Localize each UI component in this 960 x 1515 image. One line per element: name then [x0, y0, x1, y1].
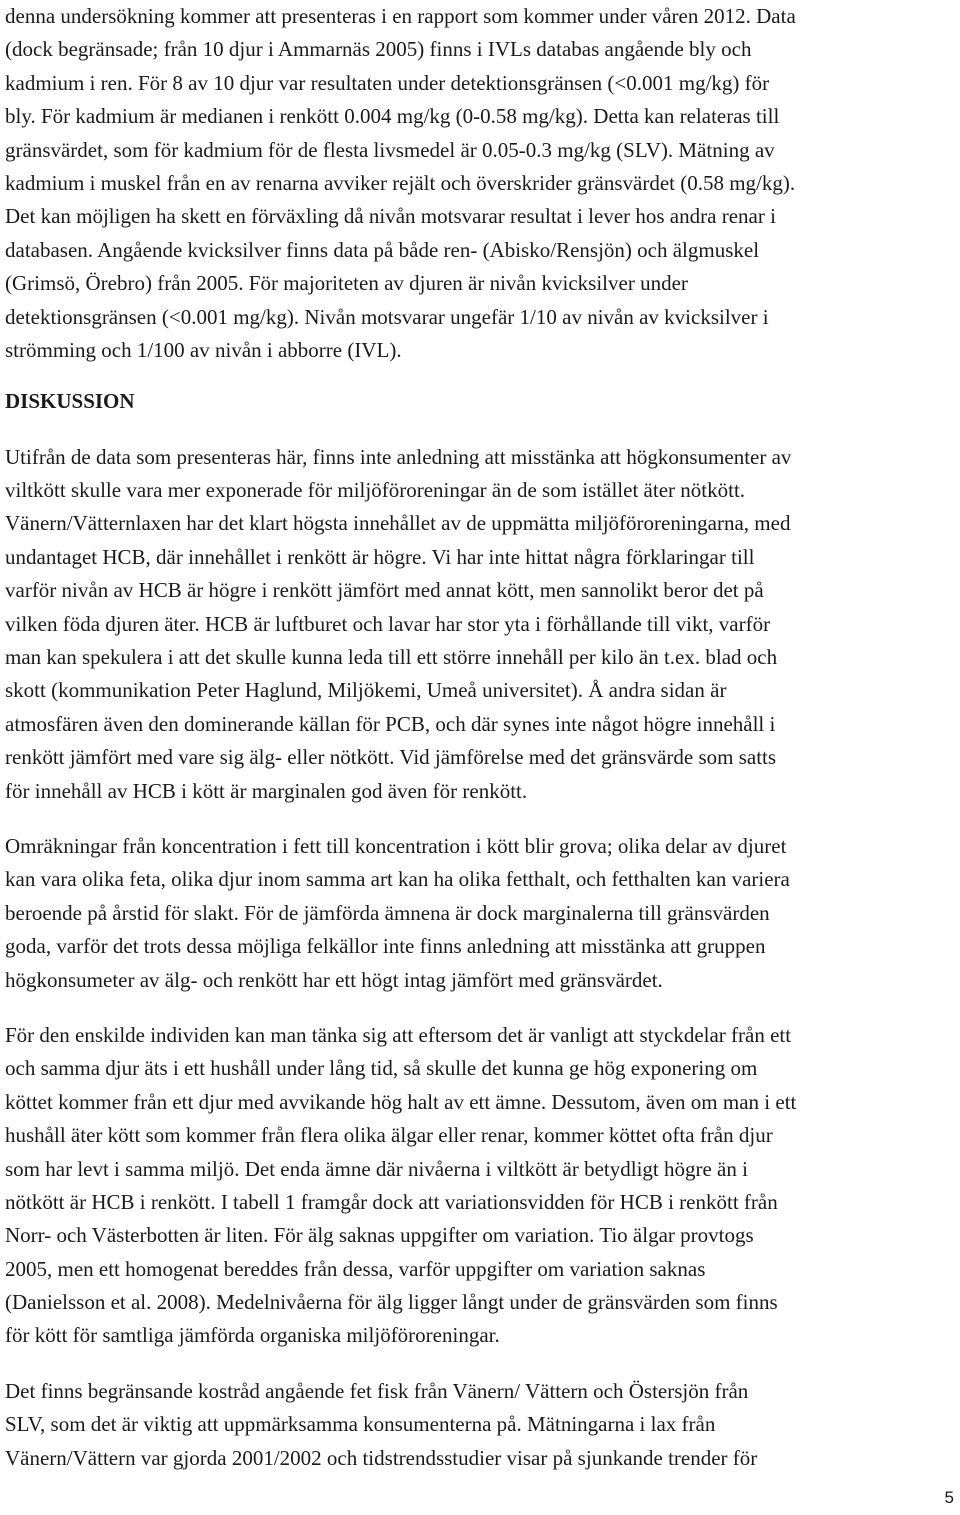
text-line: nötkött är HCB i renkött. I tabell 1 framgår dock att variationsvidden för HCB i renkött från — [5, 1189, 778, 1214]
text-line: goda, varför det trots dessa möjliga felkällor inte finns anledning att misstänka att gruppen — [5, 934, 766, 959]
document-page — [5, 0, 960, 1475]
text-line: kadmium i ren. För 8 av 10 djur var resultaten under detektionsgränsen (<0.001 mg/kg) för — [5, 70, 770, 95]
text-line: högkonsumeter av älg- och renkött har ett högt intag jämfört med gränsvärdet. — [5, 967, 663, 992]
text-line: skott (kommunikation Peter Haglund, Miljökemi, Umeå universitet). Å andra sidan är — [5, 678, 727, 703]
paragraph-results-metals — [5, 0, 960, 367]
text-line: och samma djur äts i ett hushåll under lång tid, så skulle det kunna ge hög exponering om — [5, 1056, 758, 1081]
text-line: gränsvärdet, som för kadmium för de flesta livsmedel är 0.05-0.3 mg/kg (SLV). Mätning av — [5, 137, 775, 162]
text-line: bly. För kadmium är medianen i renkött 0.004 mg/kg (0-0.58 mg/kg). Detta kan relateras till — [5, 104, 780, 129]
section-heading: DISKUSSION — [5, 389, 135, 414]
text-line: för kött för samtliga jämförda organiska miljöföroreningar. — [5, 1323, 500, 1348]
text-line: renkött jämfört med vare sig älg- eller nötkött. Vid jämförelse med det gränsvärde som satts — [5, 745, 777, 770]
text-line: kan vara olika feta, olika djur inom samma art kan ha olika fetthalt, och fetthalten kan variera — [5, 867, 790, 892]
text-line: Omräkningar från koncentration i fett till koncentration i kött blir grova; olika delar av djuret — [5, 833, 787, 858]
paragraph-individual-exposure — [5, 1019, 960, 1353]
text-line: hushåll äter kött som kommer från flera olika älgar eller renar, kommer köttet ofta från djur — [5, 1123, 773, 1148]
text-line: 2005, men ett homogenat bereddes från dessa, varför uppgifter om variation saknas — [5, 1256, 706, 1281]
text-line: viltkött skulle vara mer exponerade för miljöföroreningar än de som istället äter nötkött. — [5, 478, 746, 503]
text-line: detektionsgränsen (<0.001 mg/kg). Nivån motsvarar ungefär 1/10 av nivån av kvicksilver i — [5, 304, 769, 329]
text-line: varför nivån av HCB är högre i renkött jämfört med annat kött, men sannolikt beror det på — [5, 578, 764, 603]
text-line: man kan spekulera i att det skulle kunna leda till ett större innehåll per kilo än t.ex. blad och — [5, 645, 778, 670]
paragraph-discussion-intro — [5, 441, 960, 808]
paragraph-dietary-advice — [5, 1375, 960, 1475]
text-line: Vänern/Vätternlaxen har det klart högsta innehållet av de uppmätta miljöföroreningarna, med — [5, 511, 791, 536]
text-line: Utifrån de data som presenteras här, finns inte anledning att misstänka att högkonsumenter av — [5, 444, 792, 469]
text-line: vilken föda djuren äter. HCB är luftburet och lavar har stor yta i förhållande till vikt, varför — [5, 611, 771, 636]
text-line: för innehåll av HCB i kött är marginalen god även för renkött. — [5, 778, 528, 803]
text-line: (dock begränsade; från 10 djur i Ammarnäs 2005) finns i IVLs databas angående bly och — [5, 37, 752, 62]
text-line: Det kan möjligen ha skett en förväxling då nivån motsvarar resultat i lever hos andra renar i — [5, 204, 776, 229]
text-line: Det finns begränsande kostråd angående fet fisk från Vänern/ Vättern och Östersjön från — [5, 1378, 749, 1403]
text-line: Vänern/Vättern var gjorda 2001/2002 och tidstrendsstudier visar på sjunkande trender för — [5, 1445, 758, 1470]
text-line: undantaget HCB, där innehållet i renkött är högre. Vi har inte hittat några förklaringar till — [5, 544, 755, 569]
text-line: strömming och 1/100 av nivån i abborre (IVL). — [5, 337, 402, 362]
paragraph-conversions — [5, 830, 960, 997]
page-number: 5 — [944, 1488, 954, 1507]
text-line: SLV, som det är viktig att uppmärksamma konsumenterna på. Mätningarna i lax från — [5, 1412, 716, 1437]
text-line: denna undersökning kommer att presenteras i en rapport som kommer under våren 2012. Data — [5, 4, 796, 28]
text-line: som har levt i samma miljö. Det enda ämne där nivåerna i viltkött är betydligt högre än i — [5, 1156, 748, 1181]
text-line: databasen. Angående kvicksilver finns data på både ren- (Abisko/Rensjön) och älgmuskel — [5, 237, 760, 262]
text-line: atmosfären även den dominerande källan för PCB, och där synes inte något högre innehåll i — [5, 711, 776, 736]
text-line: beroende på årstid för slakt. För de jämförda ämnena är dock marginalerna till gränsvärden — [5, 900, 770, 925]
text-line: (Grimsö, Örebro) från 2005. För majoriteten av djuren är nivån kvicksilver under — [5, 271, 688, 296]
text-line: (Danielsson et al. 2008). Medelnivåerna för älg ligger långt under de gränsvärden som finns — [5, 1290, 778, 1315]
text-line: För den enskilde individen kan man tänka sig att eftersom det är vanligt att styckdelar från ett — [5, 1022, 792, 1047]
text-line: köttet kommer från ett djur med avvikande hög halt av ett ämne. Dessutom, även om man i ett — [5, 1089, 797, 1114]
text-line: kadmium i muskel från en av renarna avviker rejält och överskrider gränsvärdet (0.58 mg/kg). — [5, 170, 796, 195]
text-line: Norr- och Västerbotten är liten. För älg saknas uppgifter om variation. Tio älgar provtogs — [5, 1223, 754, 1248]
